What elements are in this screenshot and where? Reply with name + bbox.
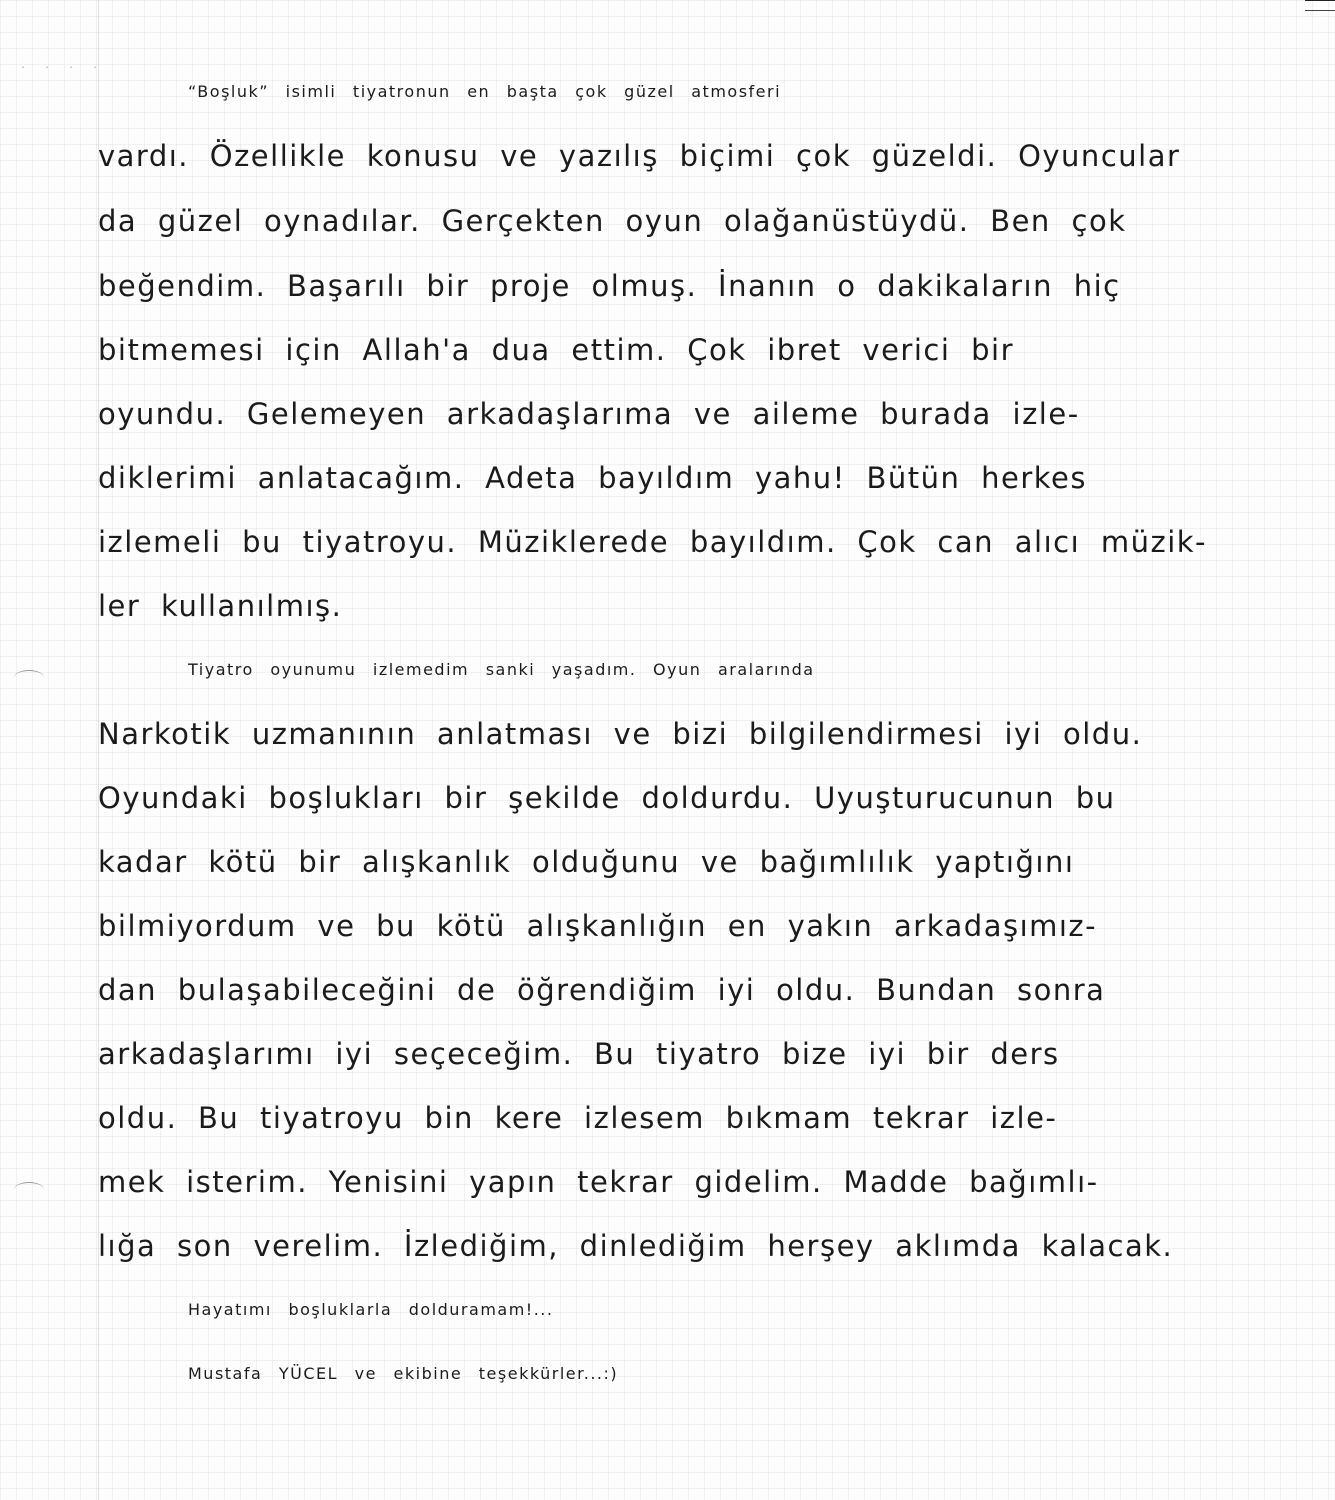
text-line-17: oldu. Bu tiyatroyu bin kere izlesem bıkmam tekrar izle- (98, 1101, 1058, 1135)
text-line-2: vardı. Özellikle konusu ve yazılış biçimi çok güzeldi. Oyuncular (98, 139, 1181, 173)
text-line-13: kadar kötü bir alışkanlık olduğunu ve bağımlılık yaptığını (98, 845, 1075, 879)
text-line-3: da güzel oynadılar. Gerçekten oyun olağanüstüydü. Ben çok (98, 204, 1127, 238)
text-line-12: Oyundaki boşlukları bir şekilde doldurdu. Uyuşturucunun bu (98, 781, 1116, 815)
text-line-16: arkadaşlarımı iyi seçeceğim. Bu tiyatro bize iyi bir ders (98, 1037, 1060, 1071)
text-line-20: Hayatımı boşluklarla dolduramam!... (188, 1300, 554, 1319)
text-line-8: izlemeli bu tiyatroyu. Müziklerede bayıldım. Çok can alıcı müzik- (98, 525, 1208, 559)
paper-specks: . . . . (20, 60, 105, 71)
text-line-4: beğendim. Başarılı bir proje olmuş. İnanın o dakikaların hiç (98, 269, 1121, 303)
text-line-18: mek isterim. Yenisini yapın tekrar gidelim. Madde bağımlı- (98, 1165, 1099, 1199)
text-line-7: diklerimi anlatacağım. Adeta bayıldım yahu! Bütün herkes (98, 461, 1087, 495)
text-line-9: ler kullanılmış. (98, 589, 343, 623)
text-line-15: dan bulaşabileceğini de öğrendiğim iyi oldu. Bundan sonra (98, 973, 1106, 1007)
text-line-21: Mustafa YÜCEL ve ekibine teşekkürler...:) (188, 1364, 619, 1383)
text-line-19: lığa son verelim. İzlediğim, dinlediğim herşey aklımda kalacak. (98, 1229, 1174, 1263)
text-line-5: bitmemesi için Allah'a dua ettim. Çok ibret verici bir (98, 333, 1015, 367)
text-line-10: Tiyatro oyunumu izlemedim sanki yaşadım. Oyun aralarında (188, 660, 815, 679)
text-line-1: “Boşluk” isimli tiyatronun en başta çok güzel atmosferi (188, 82, 782, 101)
text-line-11: Narkotik uzmanının anlatması ve bizi bilgilendirmesi iyi oldu. (98, 717, 1143, 751)
text-line-6: oyundu. Gelemeyen arkadaşlarıma ve aileme burada izle- (98, 397, 1080, 431)
text-line-14: bilmiyordum ve bu kötü alışkanlığın en yakın arkadaşımız- (98, 909, 1098, 943)
